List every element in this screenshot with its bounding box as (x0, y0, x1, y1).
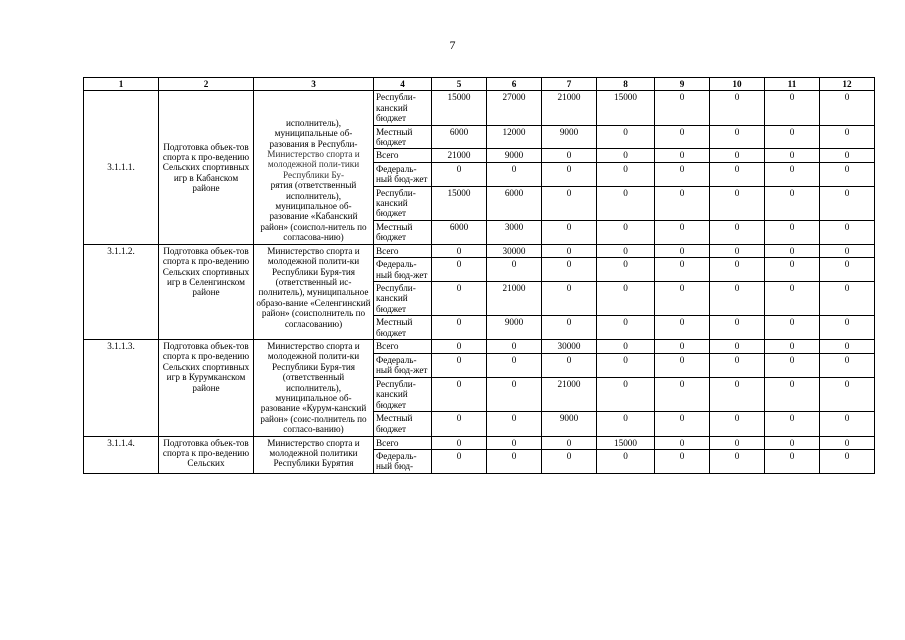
item-name: Подготовка объек-тов спорта к про-ведению Сельских (159, 436, 254, 473)
amount-cell: 0 (820, 220, 875, 244)
amount-cell: 0 (820, 258, 875, 282)
amount-cell: 0 (765, 186, 820, 220)
amount-cell: 0 (597, 316, 655, 340)
amount-cell: 0 (765, 162, 820, 186)
item-executor (254, 91, 374, 244)
amount-cell: 0 (820, 377, 875, 412)
amount-cell: 0 (487, 412, 542, 436)
executor-top: исполнитель), муниципальные об-разования в Республи- (269, 117, 358, 149)
amount-cell: 0 (542, 258, 597, 282)
amount-cell: 0 (432, 162, 487, 186)
amount-cell: 0 (710, 244, 765, 257)
amount-cell: 0 (655, 91, 710, 125)
amount-cell: 0 (432, 244, 487, 257)
amount-cell: 0 (765, 339, 820, 353)
amount-cell: 0 (820, 91, 875, 125)
amount-cell: 0 (710, 339, 765, 353)
amount-cell: 0 (487, 162, 542, 186)
funding-source: Местный бюджет (374, 412, 432, 436)
amount-cell: 0 (710, 353, 765, 377)
funding-source: Всего (374, 436, 432, 449)
item-executor: Министерство спорта и молодежной полити-ки Республики Буря-тия (ответственный исполнитель), муниципальное об-разование «Курум-канский район» (соис-полнитель по согласо-ванию) (254, 339, 374, 436)
amount-cell: 0 (820, 281, 875, 315)
amount-cell: 0 (655, 450, 710, 474)
amount-cell: 0 (765, 244, 820, 257)
amount-cell: 30000 (487, 244, 542, 257)
funding-source: Республи-канский бюджет (374, 377, 432, 412)
funding-source: Республи-канский бюджет (374, 91, 432, 125)
amount-cell: 0 (542, 162, 597, 186)
amount-cell: 12000 (487, 125, 542, 149)
amount-cell: 0 (710, 149, 765, 162)
amount-cell: 0 (597, 258, 655, 282)
funding-source: Федераль-ный бюд-жет (374, 258, 432, 282)
amount-cell: 0 (710, 316, 765, 340)
amount-cell: 0 (820, 149, 875, 162)
amount-cell: 0 (597, 162, 655, 186)
executor-overlap: Министерство спорта и молодежной поли-тики Республики Бу- (267, 149, 360, 180)
amount-cell: 0 (597, 125, 655, 149)
amount-cell: 0 (655, 162, 710, 186)
amount-cell: 0 (542, 186, 597, 220)
amount-cell: 0 (655, 377, 710, 412)
amount-cell: 0 (432, 436, 487, 449)
amount-cell: 0 (820, 353, 875, 377)
amount-cell: 0 (765, 258, 820, 282)
header-cell: 2 (159, 78, 254, 91)
amount-cell: 21000 (487, 281, 542, 315)
amount-cell: 0 (710, 450, 765, 474)
amount-cell: 0 (597, 149, 655, 162)
funding-source: Всего (374, 339, 432, 353)
table-row (84, 436, 875, 449)
amount-cell: 0 (710, 220, 765, 244)
amount-cell: 0 (655, 412, 710, 436)
funding-source: Местный бюджет (374, 125, 432, 149)
item-code: 3.1.1.1. (84, 91, 159, 244)
amount-cell: 0 (432, 281, 487, 315)
amount-cell: 0 (487, 258, 542, 282)
amount-cell: 0 (432, 339, 487, 353)
amount-cell: 3000 (487, 220, 542, 244)
table-row (84, 91, 875, 125)
item-code: 3.1.1.2. (84, 244, 159, 339)
header-cell: 12 (820, 78, 875, 91)
funding-source: Всего (374, 149, 432, 162)
amount-cell: 0 (710, 258, 765, 282)
executor-bottom: рятия (ответственный исполнитель), муниципальное об-разование «Кабанский район» (соиспол-нитель по согласова-нию) (260, 180, 367, 243)
amount-cell: 0 (655, 186, 710, 220)
amount-cell: 9000 (487, 149, 542, 162)
item-code: 3.1.1.3. (84, 339, 159, 436)
amount-cell: 0 (655, 258, 710, 282)
amount-cell: 0 (542, 244, 597, 257)
item-executor: Министерство спорта и молодежной полити-ки Республики Буря-тия (ответственный ис-полнитель), муниципальное образо-вание «Селенгинский район» (соисполнитель по согласованию) (254, 244, 374, 339)
amount-cell: 0 (597, 220, 655, 244)
amount-cell: 0 (820, 162, 875, 186)
item-executor: Министерство спорта и молодежной политики Республики Бурятия (254, 436, 374, 473)
amount-cell: 0 (487, 339, 542, 353)
amount-cell: 0 (597, 244, 655, 257)
amount-cell: 21000 (542, 91, 597, 125)
amount-cell: 15000 (432, 91, 487, 125)
amount-cell: 0 (710, 125, 765, 149)
header-cell: 8 (597, 78, 655, 91)
amount-cell: 0 (542, 436, 597, 449)
amount-cell: 0 (432, 353, 487, 377)
funding-source: Федераль-ный бюд- (374, 450, 432, 474)
header-cell: 1 (84, 78, 159, 91)
amount-cell: 0 (542, 220, 597, 244)
amount-cell: 0 (655, 353, 710, 377)
amount-cell: 0 (432, 450, 487, 474)
amount-cell: 0 (655, 281, 710, 315)
amount-cell: 0 (597, 412, 655, 436)
item-name: Подготовка объек-тов спорта к про-ведению Сельских спортивных игр в Курумканском районе (159, 339, 254, 436)
amount-cell: 0 (820, 316, 875, 340)
table-row (84, 339, 875, 353)
funding-source: Федераль-ный бюд-жет (374, 353, 432, 377)
amount-cell: 6000 (432, 125, 487, 149)
funding-source: Федераль-ный бюд-жет (374, 162, 432, 186)
amount-cell: 0 (710, 281, 765, 315)
funding-source: Всего (374, 244, 432, 257)
header-cell: 7 (542, 78, 597, 91)
amount-cell: 0 (487, 436, 542, 449)
amount-cell: 0 (710, 186, 765, 220)
amount-cell: 0 (710, 436, 765, 449)
amount-cell: 6000 (487, 186, 542, 220)
amount-cell: 0 (597, 186, 655, 220)
funding-source: Местный бюджет (374, 220, 432, 244)
amount-cell: 0 (487, 450, 542, 474)
amount-cell: 0 (655, 339, 710, 353)
amount-cell: 0 (820, 412, 875, 436)
amount-cell: 0 (820, 339, 875, 353)
header-cell: 3 (254, 78, 374, 91)
amount-cell: 0 (432, 258, 487, 282)
funding-source: Республи-канский бюджет (374, 281, 432, 315)
amount-cell: 0 (765, 281, 820, 315)
item-name: Подготовка объек-тов спорта к про-ведению Сельских спортивных игр в Селенгинском районе (159, 244, 254, 339)
amount-cell: 0 (765, 316, 820, 340)
header-cell: 11 (765, 78, 820, 91)
amount-cell: 0 (710, 377, 765, 412)
amount-cell: 0 (432, 412, 487, 436)
amount-cell: 0 (765, 149, 820, 162)
amount-cell: 0 (765, 436, 820, 449)
amount-cell: 0 (765, 377, 820, 412)
amount-cell: 0 (487, 353, 542, 377)
amount-cell: 9000 (542, 125, 597, 149)
amount-cell: 9000 (487, 316, 542, 340)
amount-cell: 0 (432, 316, 487, 340)
amount-cell: 0 (765, 353, 820, 377)
amount-cell: 0 (542, 281, 597, 315)
amount-cell: 0 (765, 91, 820, 125)
amount-cell: 0 (820, 450, 875, 474)
amount-cell: 0 (597, 353, 655, 377)
amount-cell: 0 (655, 125, 710, 149)
header-cell: 9 (655, 78, 710, 91)
amount-cell: 0 (710, 162, 765, 186)
amount-cell: 15000 (597, 91, 655, 125)
amount-cell: 0 (597, 339, 655, 353)
amount-cell: 15000 (432, 186, 487, 220)
budget-table (83, 77, 875, 474)
amount-cell: 0 (542, 353, 597, 377)
amount-cell: 0 (542, 149, 597, 162)
header-cell: 6 (487, 78, 542, 91)
amount-cell: 0 (820, 244, 875, 257)
amount-cell: 0 (432, 377, 487, 412)
amount-cell: 0 (765, 412, 820, 436)
funding-source: Местный бюджет (374, 316, 432, 340)
page-number: 7 (449, 38, 456, 52)
header-cell: 4 (374, 78, 432, 91)
amount-cell: 0 (820, 186, 875, 220)
amount-cell: 0 (820, 436, 875, 449)
amount-cell: 0 (765, 450, 820, 474)
amount-cell: 9000 (542, 412, 597, 436)
amount-cell: 0 (655, 220, 710, 244)
amount-cell: 30000 (542, 339, 597, 353)
amount-cell: 21000 (432, 149, 487, 162)
amount-cell: 27000 (487, 91, 542, 125)
funding-source: Республи-канский бюджет (374, 186, 432, 220)
amount-cell: 0 (655, 244, 710, 257)
item-name: Подготовка объек-тов спорта к про-ведению Сельских спортивных игр в Кабанском районе (159, 91, 254, 244)
amount-cell: 0 (597, 450, 655, 474)
header-row (84, 78, 875, 91)
amount-cell: 0 (597, 377, 655, 412)
amount-cell: 0 (710, 91, 765, 125)
amount-cell: 0 (765, 220, 820, 244)
amount-cell: 15000 (597, 436, 655, 449)
amount-cell: 0 (655, 436, 710, 449)
amount-cell: 0 (597, 281, 655, 315)
table-row (84, 244, 875, 257)
amount-cell: 0 (542, 316, 597, 340)
amount-cell: 0 (487, 377, 542, 412)
amount-cell: 21000 (542, 377, 597, 412)
header-cell: 5 (432, 78, 487, 91)
amount-cell: 0 (655, 316, 710, 340)
amount-cell: 6000 (432, 220, 487, 244)
item-code: 3.1.1.4. (84, 436, 159, 473)
amount-cell: 0 (820, 125, 875, 149)
amount-cell: 0 (655, 149, 710, 162)
amount-cell: 0 (710, 412, 765, 436)
amount-cell: 0 (765, 125, 820, 149)
header-cell: 10 (710, 78, 765, 91)
amount-cell: 0 (542, 450, 597, 474)
